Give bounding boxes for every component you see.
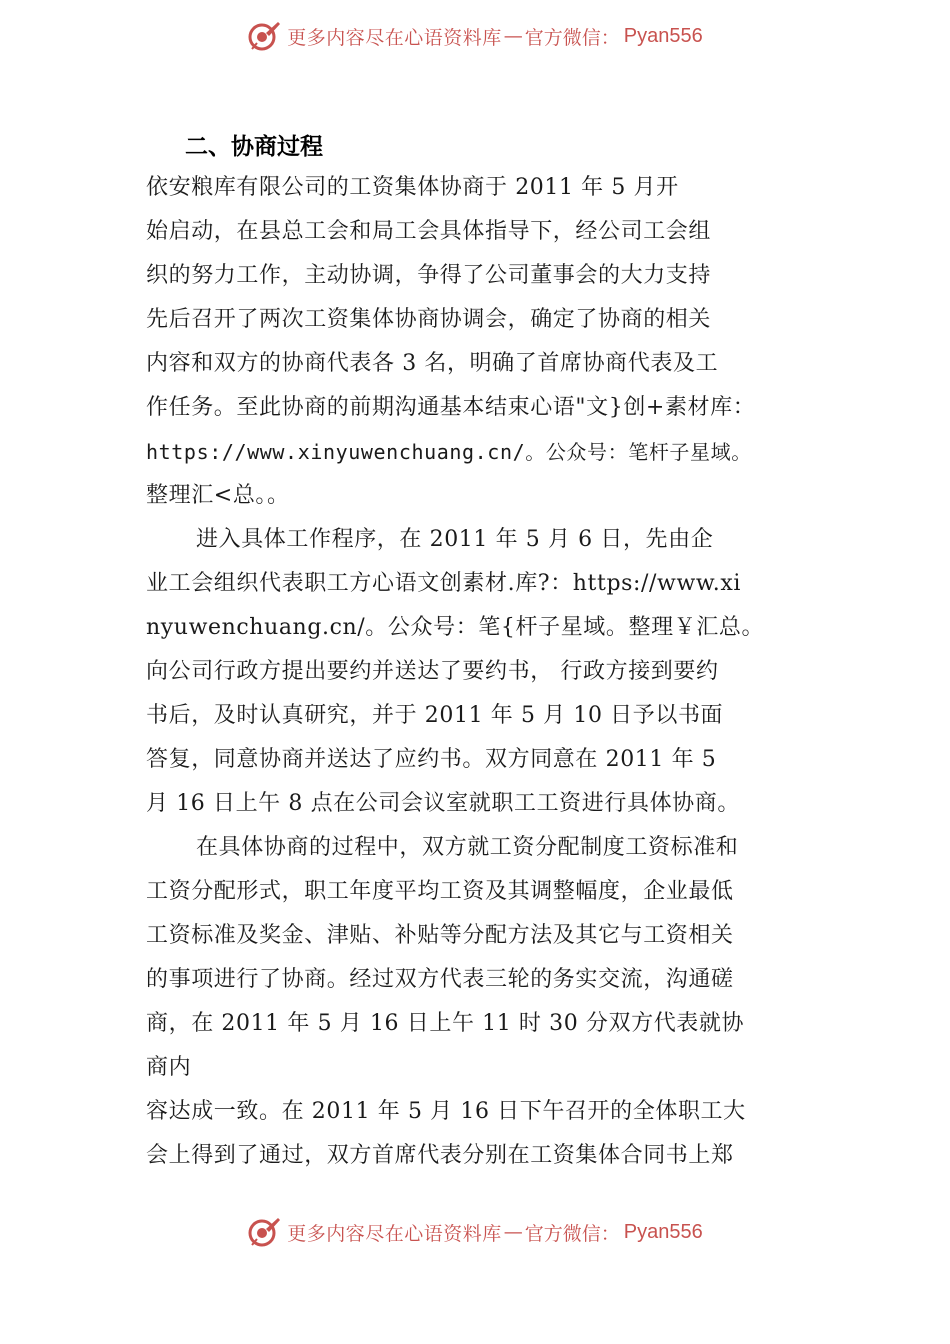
body-line: 在具体协商的过程中，双方就工资分配制度工资标准和 bbox=[196, 835, 739, 860]
body-line: 始启动，在县总工会和局工会具体指导下，经公司工会组 bbox=[146, 219, 712, 244]
header-banner bbox=[0, 16, 950, 56]
body-line: https://www.xinyuwenchuang.cn/。公众号：笔杆子星域。 bbox=[146, 440, 752, 464]
banner-separator: — bbox=[503, 25, 523, 47]
body-line: nyuwenchuang.cn/。公众号：笔{杆子星域。整理￥汇总。 bbox=[146, 615, 765, 640]
wechat-id: Pyan556 bbox=[623, 1220, 703, 1243]
section-heading: 二、协商过程 bbox=[185, 134, 323, 160]
body-line: 作任务。至此协商的前期沟通基本结束心语"文}创+素材库： bbox=[146, 395, 756, 420]
body-line: 书后，及时认真研究，并于 2011 年 5 月 10 日予以书面 bbox=[146, 703, 724, 728]
body-line: 商内 bbox=[146, 1055, 192, 1080]
pen-logo-icon bbox=[247, 1215, 281, 1249]
site-name: 更多内容尽在心语资料库 bbox=[287, 26, 502, 49]
body-line: 答复，同意协商并送达了应约书。双方同意在 2011 年 5 bbox=[146, 747, 717, 772]
body-line: 织的努力工作，主动协调，争得了公司董事会的大力支持 bbox=[146, 263, 712, 288]
body-line: 月 16 日上午 8 点在公司会议室就职工工资进行具体协商。 bbox=[146, 791, 740, 816]
footer-banner bbox=[0, 1212, 950, 1252]
body-line: 会上得到了通过，双方首席代表分别在工资集体合同书上郑 bbox=[146, 1143, 734, 1168]
body-line: 内容和双方的协商代表各 3 名，明确了首席协商代表及工 bbox=[146, 351, 719, 376]
body-line: 业工会组织代表职工方心语文创素材.库?：https://www.xi bbox=[146, 571, 741, 596]
pen-logo-icon bbox=[247, 19, 281, 53]
wechat-label: 官方微信： bbox=[524, 26, 620, 49]
wechat-label: 官方微信： bbox=[524, 1222, 620, 1245]
body-line: 的事项进行了协商。经过双方代表三轮的务实交流，沟通磋 bbox=[146, 967, 734, 992]
body-line: 进入具体工作程序，在 2011 年 5 月 6 日，先由企 bbox=[196, 527, 714, 552]
body-line: 先后召开了两次工资集体协商协调会，确定了协商的相关 bbox=[146, 307, 712, 332]
body-line: 商，在 2011 年 5 月 16 日上午 11 时 30 分双方代表就协 bbox=[146, 1011, 745, 1036]
body-line: 容达成一致。在 2011 年 5 月 16 日下午召开的全体职工大 bbox=[146, 1099, 746, 1124]
body-line: 工资分配形式，职工年度平均工资及其调整幅度，企业最低 bbox=[146, 879, 734, 904]
body-line: 依安粮库有限公司的工资集体协商于 2011 年 5 月开 bbox=[146, 175, 679, 200]
body-line: 工资标准及奖金、津贴、补贴等分配方法及其它与工资相关 bbox=[146, 923, 734, 948]
body-line: 整理汇<总。。 bbox=[146, 483, 290, 508]
body-line: 向公司行政方提出要约并送达了要约书， 行政方接到要约 bbox=[146, 659, 719, 684]
banner-separator: — bbox=[503, 1221, 523, 1243]
site-name: 更多内容尽在心语资料库 bbox=[287, 1222, 502, 1245]
wechat-id: Pyan556 bbox=[623, 24, 703, 47]
